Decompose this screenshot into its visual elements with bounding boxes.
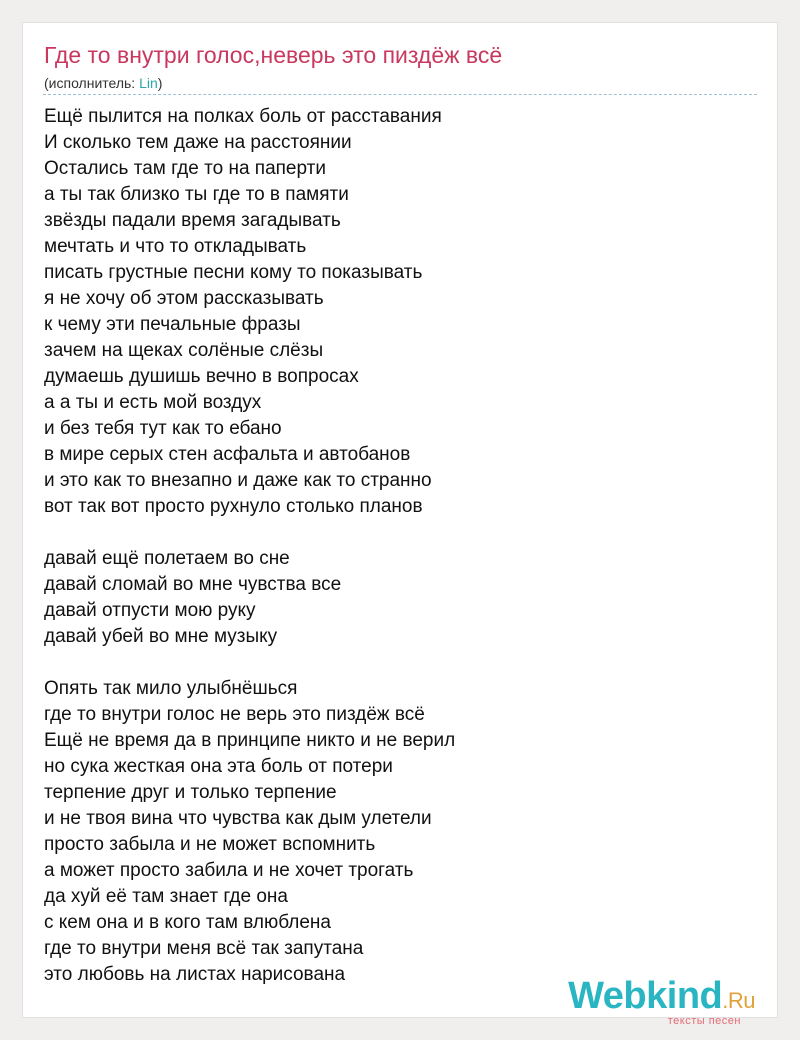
lyric-line: в мире серых стен асфальта и автобанов (44, 444, 411, 465)
lyric-line: да хуй её там знает где она (44, 886, 288, 907)
title-divider (43, 94, 757, 95)
lyric-line: а может просто забила и не хочет трогать (44, 860, 414, 881)
lyric-line: и это как то внезапно и даже как то странно (44, 470, 432, 491)
lyric-line: Ещё не время да в принципе никто и не верил (44, 730, 456, 751)
lyric-line: это любовь на листах нарисована (44, 964, 346, 985)
lyric-line: И сколько тем даже на расстоянии (44, 132, 352, 153)
lyrics-card (22, 22, 778, 1027)
logo-main-text: Webkind (568, 975, 723, 1017)
lyric-line: и без тебя тут как то ебано (44, 418, 282, 439)
lyric-line: но сука жесткая она эта боль от потери (44, 756, 393, 777)
lyric-line: Ещё пылится на полках боль от расставания (44, 106, 442, 127)
site-logo[interactable] (568, 976, 755, 1027)
artist-suffix: ) (157, 75, 163, 91)
lyric-line: а а ты и есть мой воздух (44, 392, 262, 413)
lyric-line: я не хочу об этом рассказывать (44, 288, 324, 309)
lyric-line: давай убей во мне музыку (44, 626, 278, 647)
artist-prefix: (исполнитель: (44, 75, 140, 91)
lyric-line: терпение друг и только терпение (44, 782, 337, 803)
lyric-line: давай отпусти мою руку (44, 600, 256, 621)
lyric-line: мечтать и что то откладывать (44, 236, 307, 257)
song-title: Где то внутри голос,неверь это пиздёж всё (44, 42, 503, 68)
lyric-line: зачем на щеках солёные слёзы (44, 340, 324, 361)
logo-suffix: .Ru (722, 988, 755, 1013)
stanza-gap (44, 650, 744, 676)
lyrics-body (44, 104, 744, 988)
lyric-line: Остались там где то на паперти (44, 158, 326, 179)
lyric-line: вот так вот просто рухнуло столько планов (44, 496, 423, 517)
lyric-line: думаешь душишь вечно в вопросах (44, 366, 359, 387)
lyric-line: и не твоя вина что чувства как дым улетели (44, 808, 432, 829)
lyric-line: где то внутри меня всё так запутана (44, 938, 364, 959)
lyric-line: звёзды падали время загадывать (44, 210, 341, 231)
lyric-line: давай ещё полетаем во сне (44, 548, 290, 569)
artist-link[interactable]: Lin (139, 75, 158, 91)
lyric-line: давай сломай во мне чувства все (44, 574, 342, 595)
lyric-line: Опять так мило улыбнёшься (44, 678, 298, 699)
lyric-line: с кем она и в кого там влюблена (44, 912, 331, 933)
stanza-gap (44, 520, 744, 546)
lyric-line: где то внутри голос не верь это пиздёж всё (44, 704, 425, 725)
lyric-line: писать грустные песни кому то показывать (44, 262, 423, 283)
artist-line (44, 75, 162, 91)
logo-tagline: тексты песен (667, 1015, 741, 1027)
lyric-line: а ты так близко ты где то в памяти (44, 184, 349, 205)
lyric-line: к чему эти печальные фразы (44, 314, 301, 335)
lyric-line: просто забыла и не может вспомнить (44, 834, 376, 855)
